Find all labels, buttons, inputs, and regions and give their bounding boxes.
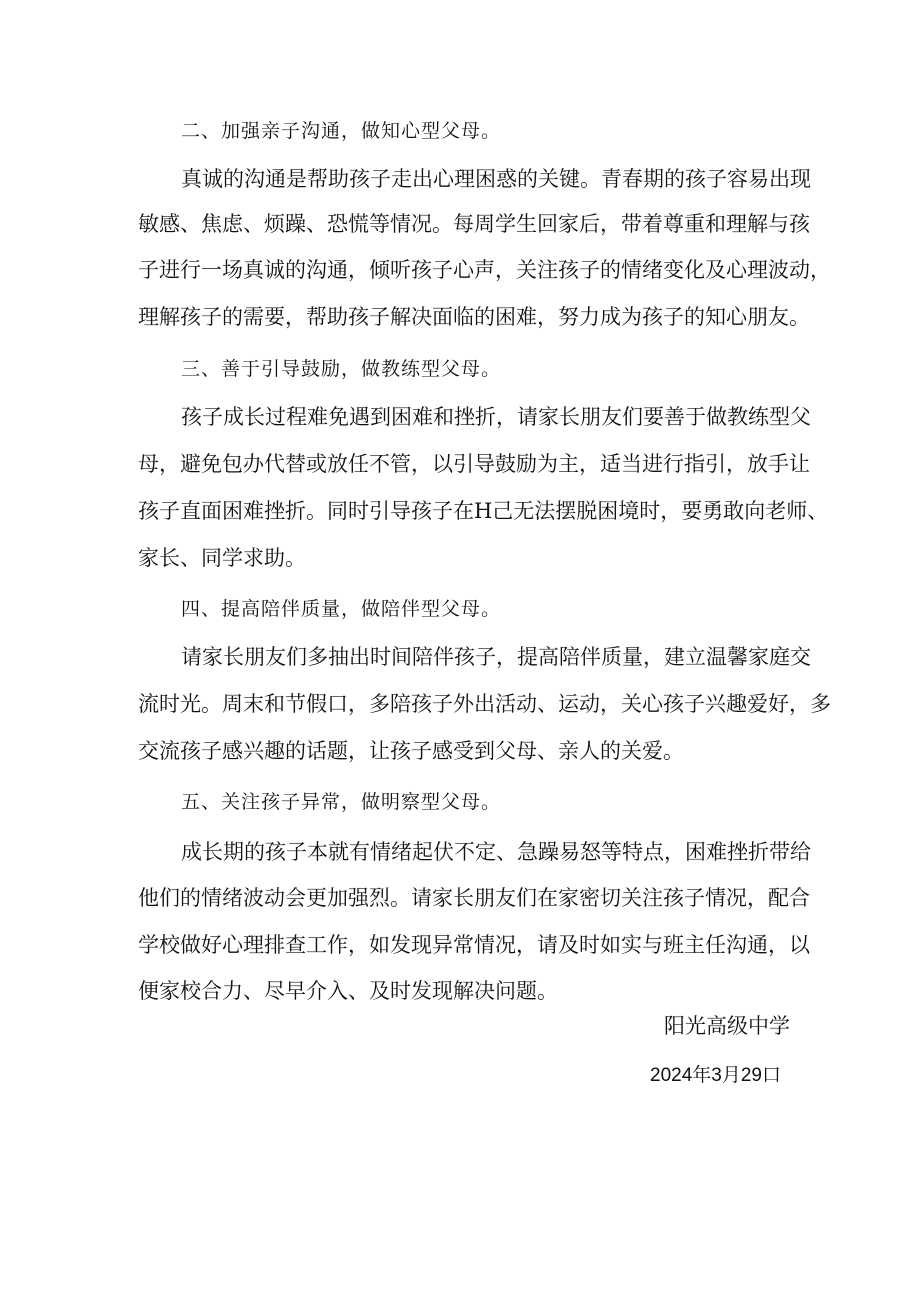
section-heading: 二、加强亲子沟通，做知心型父母。	[181, 120, 502, 142]
signature-school: 阳光高级中学	[664, 1014, 790, 1038]
paragraph-line: 理解孩子的需要，帮助孩子解决面临的困难，努力成为孩子的知心朋友。	[138, 305, 810, 329]
paragraph-line: 母，避免包办代替或放任不管，以引导鼓励为主，适当进行指引，放手让	[138, 452, 810, 476]
section-heading: 三、善于引导鼓励，做教练型父母。	[181, 358, 502, 380]
paragraph-line: 他们的情绪波动会更加强烈。请家长朋友们在家密切关注孩子情况，配合	[138, 886, 810, 910]
paragraph-line: 便家校合力、尽早介入、及时发现解决问题。	[138, 979, 558, 1003]
paragraph-line: 孩子成长过程难免遇到困难和挫折，请家长朋友们要善于做教练型父	[181, 405, 811, 429]
paragraph-line: 孩子直面困难挫折。同时引导孩子在H己无法摆脱困境时，要勇敢向老师、	[138, 499, 829, 523]
paragraph-line: 流时光。周末和节假口，多陪孩子外出活动、运动，关心孩子兴趣爱好，多	[138, 692, 831, 716]
section-heading: 四、提高陪伴质量，做陪伴型父母。	[181, 598, 502, 620]
paragraph-line: 子进行一场真诚的沟通，倾听孩子心声，关注孩子的情绪变化及心理波动，	[138, 258, 831, 282]
paragraph-line: 交流孩子感兴趣的话题，让孩子感受到父母、亲人的关爱。	[138, 739, 684, 763]
paragraph-line: 真诚的沟通是帮助孩子走出心理困惑的关键。青春期的孩子容易出现	[181, 167, 811, 191]
section-heading: 五、关注孩子异常，做明察型父母。	[181, 791, 502, 813]
paragraph-line: 请家长朋友们多抽出时间陪伴孩子，提高陪伴质量，建立温馨家庭交	[181, 645, 811, 669]
paragraph-line: 学校做好心理排查工作，如发现异常情况，请及时如实与班主任沟通，以	[138, 933, 810, 957]
paragraph-line: 敏感、焦虑、烦躁、恐慌等情况。每周学生回家后，带着尊重和理解与孩	[138, 212, 810, 236]
paragraph-line: 家长、同学求助。	[138, 546, 306, 570]
paragraph-line: 成长期的孩子本就有情绪起伏不定、急躁易怒等特点，困难挫折带给	[181, 840, 811, 864]
signature-date: 2024年3月29口	[650, 1065, 781, 1086]
